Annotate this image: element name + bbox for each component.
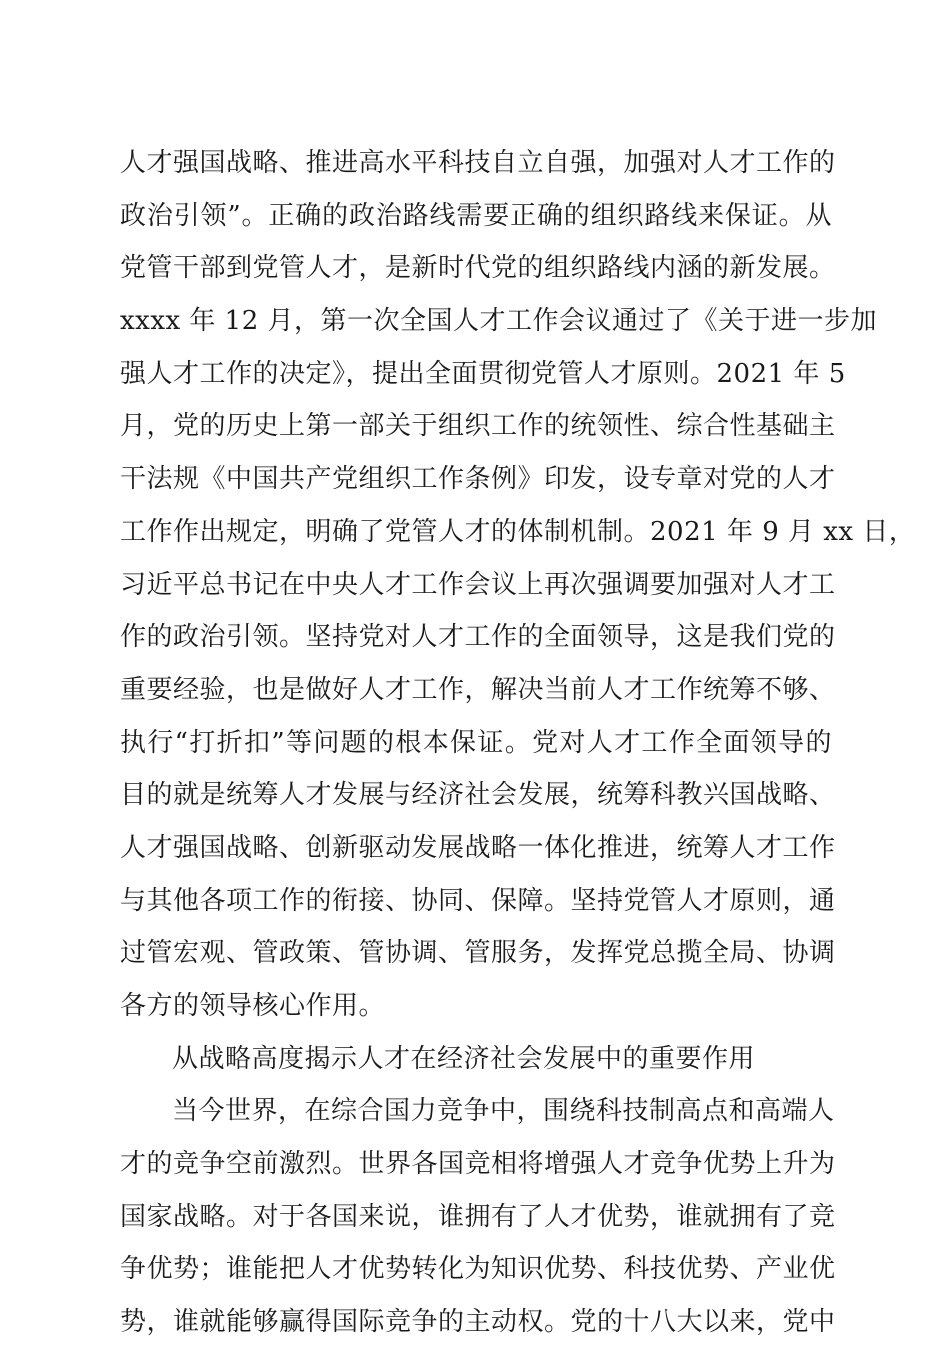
text-line: 人才强国战略、创新驱动发展战略一体化推进，统筹人才工作 [120, 832, 836, 863]
text-line: 国家战略。对于各国来说，谁拥有了人才优势，谁就拥有了竞 [120, 1201, 836, 1232]
text-line: 过管宏观、管政策、管协调、管服务，发挥党总揽全局、协调 [120, 938, 836, 969]
body-text [120, 137, 916, 1349]
text-line: 目的就是统筹人才发展与经济社会发展，统筹科教兴国战略、 [120, 780, 836, 811]
text-line: 重要经验，也是做好人才工作，解决当前人才工作统筹不够、 [120, 674, 836, 705]
text-line: 强人才工作的决定》，提出全面贯彻党管人才原则。2021 年 5 [120, 358, 846, 389]
text-line: 势，谁就能够赢得国际竞争的主动权。党的十八大以来，党中 [120, 1307, 836, 1338]
text-line: 争优势；谁能把人才优势转化为知识优势、科技优势、产业优 [120, 1254, 836, 1285]
text-line: xxxx 年 12 月，第一次全国人才工作会议通过了《关于进一步加 [120, 306, 878, 337]
text-line: 与其他各项工作的衔接、协同、保障。坚持党管人才原则，通 [120, 885, 836, 916]
text-line: 政治引领”。正确的政治路线需要正确的组织路线来保证。从 [120, 200, 832, 231]
text-line: 月，党的历史上第一部关于组织工作的统领性、综合性基础主 [120, 411, 836, 442]
text-line: 当今世界，在综合国力竞争中，围绕科技制高点和高端人 [172, 1096, 835, 1127]
text-line: 习近平总书记在中央人才工作会议上再次强调要加强对人才工 [120, 569, 836, 600]
section-heading: 从战略高度揭示人才在经济社会发展中的重要作用 [172, 1043, 756, 1074]
text-line: 人才强国战略、推进高水平科技自立自强，加强对人才工作的 [120, 148, 836, 178]
text-line: 各方的领导核心作用。 [120, 991, 386, 1021]
text-line: 干法规《中国共产党组织工作条例》印发，设专章对党的人才 [120, 464, 836, 495]
text-line: 才的竞争空前激烈。世界各国竞相将增强人才竞争优势上升为 [120, 1149, 836, 1180]
text-line: 工作作出规定，明确了党管人才的体制机制。2021 年 9 月 xx 日， [120, 516, 916, 547]
text-line: 作的政治引领。坚持党对人才工作的全面领导，这是我们党的 [120, 622, 836, 653]
text-line: 执行“打折扣”等问题的根本保证。党对人才工作全面领导的 [120, 727, 832, 758]
text-line: 党管干部到党管人才，是新时代党的组织路线内涵的新发展。 [120, 253, 836, 284]
